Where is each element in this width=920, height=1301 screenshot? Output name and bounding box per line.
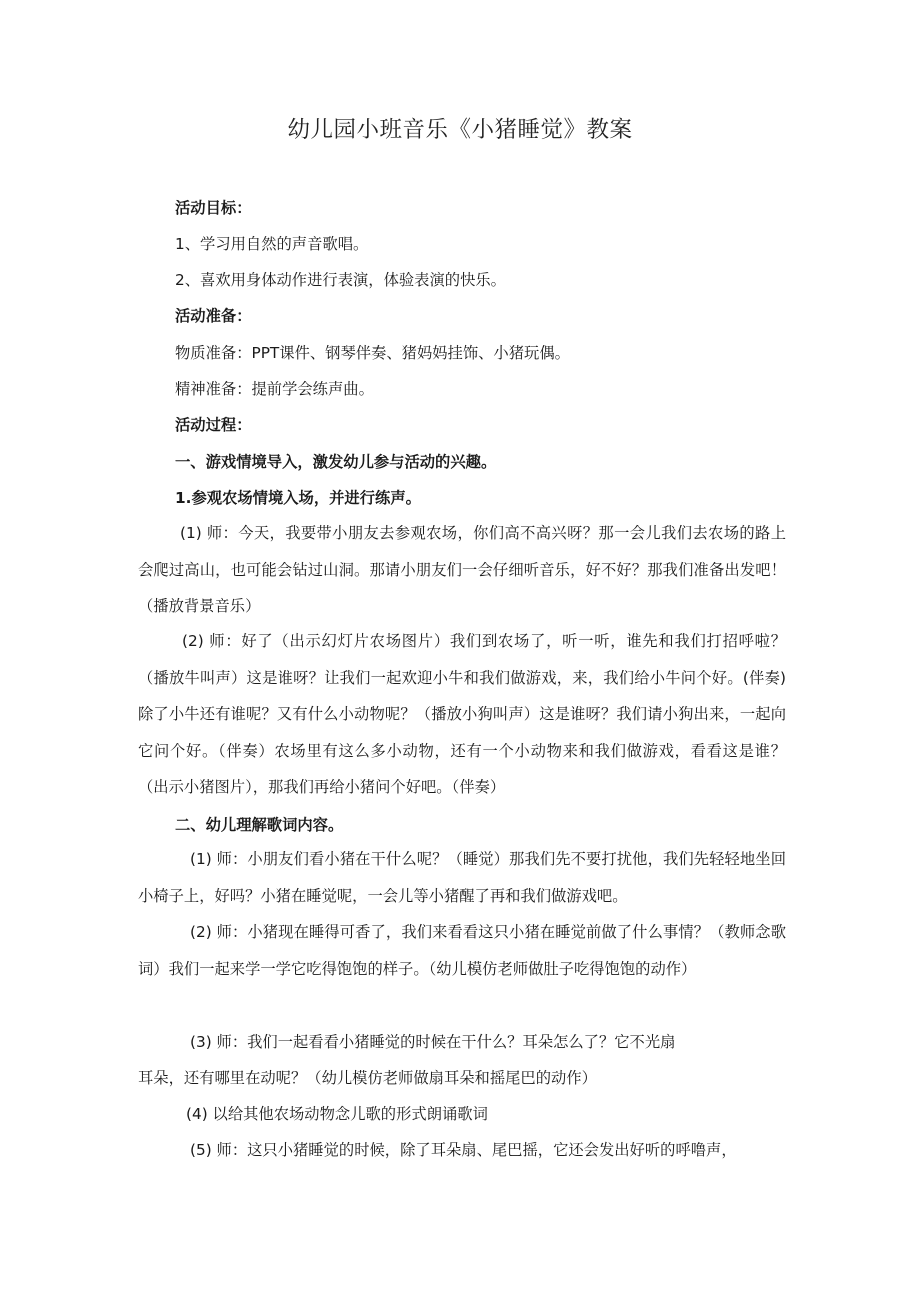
prep-material: 物质准备：PPT课件、钢琴伴奏、猪妈妈挂饰、小猪玩偶。 (175, 344, 570, 362)
goal-item-1: 1、学习用自然的声音歌唱。 (175, 235, 369, 253)
paragraph-2: (2) 师：好了（出示幻灯片农场图片）我们到农场了，听一听，谁先和我们打招呼啦？（播放牛叫声）这是谁呀？让我们一起欢迎小牛和我们做游戏，来，我们给小牛问个好。(伴奏)除了小牛还有谁呢？又有什么小动物呢？（播放小狗叫声）这是谁呀？我们请小狗出来，一起向它问个好。（伴奏）农场里有这么多小动物，还有一个小动物来和我们做游戏，看看这是谁？（出示小猪图片），那我们再给小猪问个好吧。（伴奏） (138, 632, 786, 796)
paragraph-1: (1) 师：今天，我要带小朋友去参观农场，你们高不高兴呀？那一会儿我们去农场的路上会爬过高山，也可能会钻过山洞。那请小朋友们一会仔细听音乐，好不好？那我们准备出发吧！（播放背景音乐） (138, 524, 786, 615)
paragraph-q3-line2: 耳朵，还有哪里在动呢？（幼儿模仿老师做扇耳朵和摇尾巴的动作） (138, 1069, 597, 1087)
paragraph-q4: (4) 以给其他农场动物念儿歌的形式朗诵歌词 (186, 1105, 488, 1123)
section-heading-2: 二、幼儿理解歌词内容。 (175, 816, 344, 834)
subsection-heading-1: 1.参观农场情境入场，并进行练声。 (175, 489, 421, 507)
page-title: 幼儿园小班音乐《小猪睡觉》教案 (287, 117, 633, 143)
prep-mental: 精神准备：提前学会练声曲。 (175, 380, 374, 398)
goals-heading: 活动目标： (175, 199, 252, 217)
paragraph-q5: (5) 师：这只小猪睡觉的时候，除了耳朵扇、尾巴摇，它还会发出好听的呼噜声， (190, 1141, 737, 1159)
paragraph-q2: (2) 师：小猪现在睡得可香了，我们来看看这只小猪在睡觉前做了什么事情？（教师念歌词）我们一起来学一学它吃得饱饱的样子。（幼儿模仿老师做肚子吃得饱饱的动作） (138, 923, 786, 978)
process-heading: 活动过程： (175, 416, 252, 434)
prep-heading: 活动准备： (175, 307, 252, 325)
section-heading-1: 一、游戏情境导入，激发幼儿参与活动的兴趣。 (175, 453, 497, 471)
paragraph-q1: (1) 师：小朋友们看小猪在干什么呢？（睡觉）那我们先不要打扰他，我们先轻轻地坐回小椅子上，好吗？小猪在睡觉呢，一会儿等小猪醒了再和我们做游戏吧。 (138, 850, 786, 905)
paragraph-q3-line1: (3) 师：我们一起看看小猪睡觉的时候在干什么？耳朵怎么了？它不光扇 (190, 1033, 676, 1051)
goal-item-2: 2、喜欢用身体动作进行表演，体验表演的快乐。 (175, 271, 506, 289)
